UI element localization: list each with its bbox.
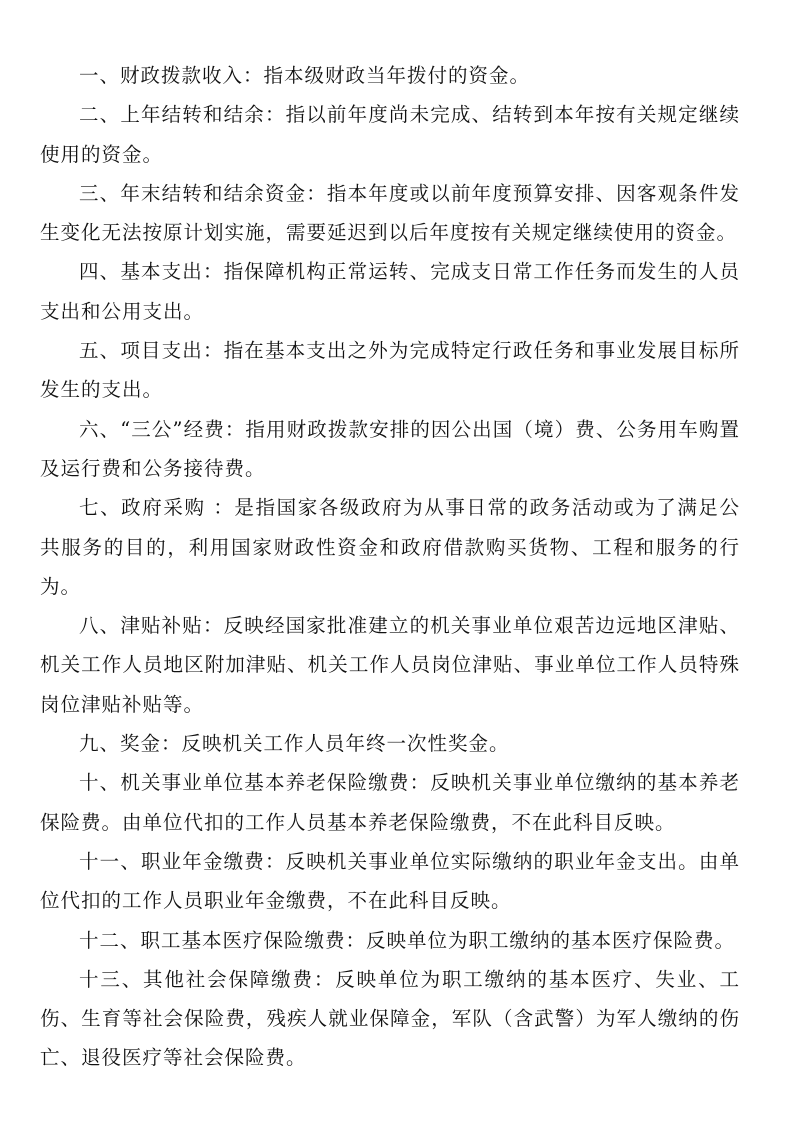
definition-item-7: 七、政府采购 ：是指国家各级政府为从事日常的政务活动或为了满足公共服务的目的，利用国家财政性资金和政府借款购买货物、工程和服务的行为。: [40, 496, 740, 598]
definition-item-8: 八、津贴补贴：反映经国家批准建立的机关事业单位艰苦边远地区津贴、机关工作人员地区附加津贴、机关工作人员岗位津贴、事业单位工作人员特殊岗位津贴补贴等。: [40, 614, 740, 716]
definition-item-13: 十三、其他社会保障缴费：反映单位为职工缴纳的基本医疗、失业、工伤、生育等社会保险费，残疾人就业保障金，军队（含武警）为军人缴纳的伤亡、退役医疗等社会保险费。: [40, 967, 740, 1070]
definition-item-12: 十二、职工基本医疗保险缴费：反映单位为职工缴纳的基本医疗保险费。: [79, 928, 736, 952]
definition-item-2: 二、上年结转和结余：指以前年度尚未完成、结转到本年按有关规定继续使用的资金。: [40, 103, 740, 166]
definition-item-6: 六、“三公”经费：指用财政拨款安排的因公出国（境）费、公务用车购置及运行费和公务接待费。: [40, 417, 740, 480]
definition-item-11: 十一、职业年金缴费：反映机关事业单位实际缴纳的职业年金支出。由单位代扣的工作人员职业年金缴费，不在此科目反映。: [40, 849, 740, 913]
definition-item-4: 四、基本支出：指保障机构正常运转、完成支日常工作任务而发生的人员支出和公用支出。: [40, 260, 740, 323]
definition-item-1: 一、财政拨款收入：指本级财政当年拨付的资金。: [79, 64, 531, 87]
definition-item-10: 十、机关事业单位基本养老保险缴费：反映机关事业单位缴纳的基本养老保险费。由单位代扣的工作人员基本养老保险缴费，不在此科目反映。: [40, 771, 740, 834]
definition-item-3: 三、年末结转和结余资金：指本年度或以前年度预算安排、因客观条件发生变化无法按原计划实施，需要延迟到以后年度按有关规定继续使用的资金。: [40, 181, 740, 245]
definitions-list: [40, 56, 740, 1078]
definition-item-9: 九、奖金：反映机关工作人员年终一次性奖金。: [79, 732, 510, 756]
definition-item-5: 五、项目支出：指在基本支出之外为完成特定行政任务和事业发展目标所发生的支出。: [40, 339, 740, 402]
